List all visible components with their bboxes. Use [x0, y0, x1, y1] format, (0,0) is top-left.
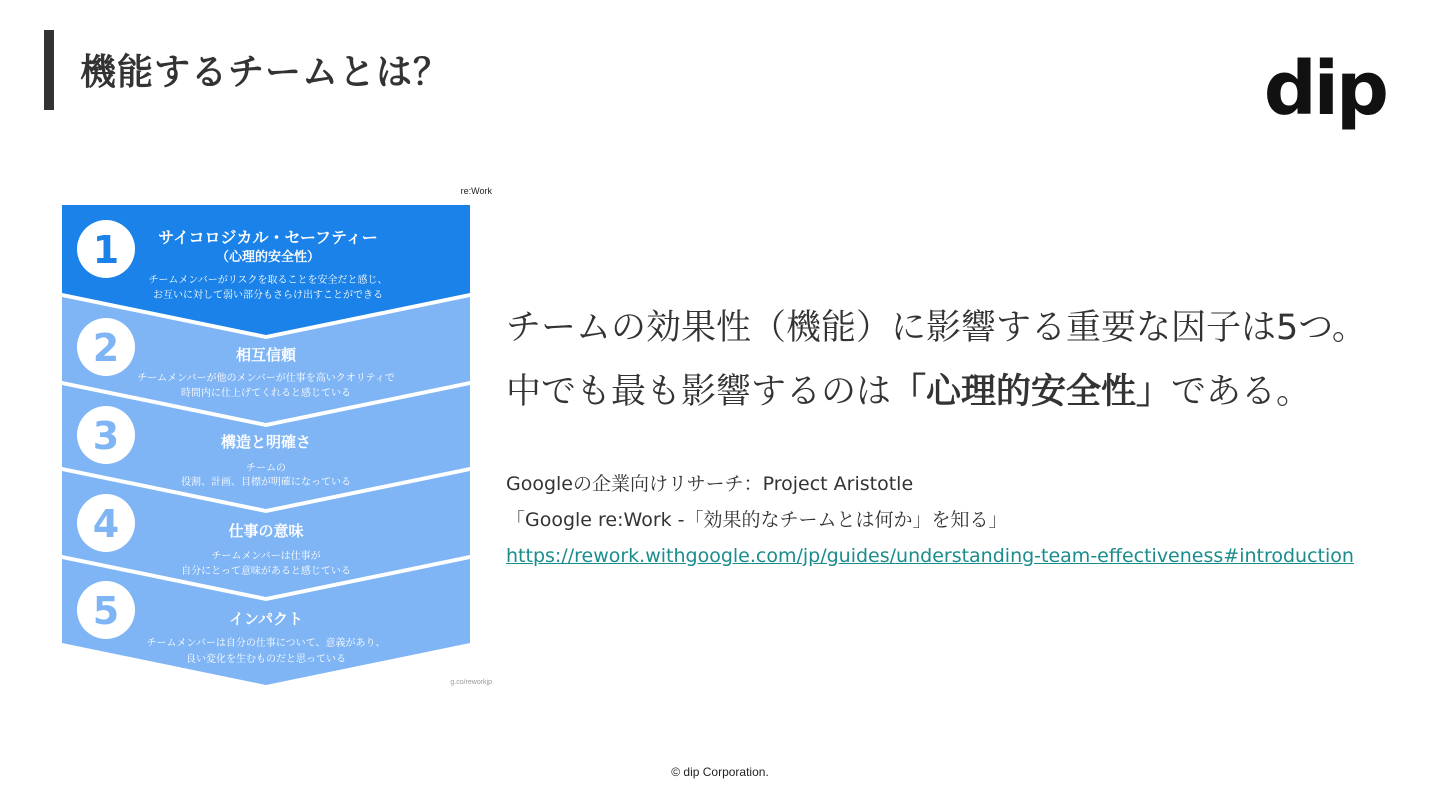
step-3-title: 構造と明確さ: [220, 433, 312, 451]
step-1-number: 1: [92, 228, 120, 272]
reference-line-1: Googleの企業向けリサーチ：Project Aristotle: [506, 473, 914, 495]
step-2-title: 相互信頼: [235, 346, 297, 364]
dip-logo: dip: [1263, 46, 1386, 132]
copyright-footer: © dip Corporation.: [671, 765, 769, 779]
step-4-desc-1: チームメンバーは仕事が: [211, 551, 321, 562]
headline-line-2-post: である。: [1171, 372, 1312, 412]
title-accent-bar: [44, 30, 54, 110]
step-3-desc-1: チームの: [246, 463, 286, 474]
figure-source: re:Work: [460, 186, 492, 196]
step-4-desc-2: 自分にとって意味があると感じている: [181, 566, 351, 577]
step-2-desc-2: 時間内に仕上げてくれると感じている: [181, 388, 351, 399]
step-3-desc-2: 役割、計画、目標が明確になっている: [181, 477, 351, 488]
headline: [506, 296, 1367, 424]
step-1-title: サイコロジカル・セーフティー: [158, 228, 378, 247]
references: [506, 466, 1354, 574]
step-5-title: インパクト: [229, 610, 303, 628]
headline-line-2: [506, 360, 1367, 424]
headline-line-2-pre: 中でも最も影響するのは: [506, 372, 892, 412]
rework-figure: [62, 186, 492, 686]
step-1-subtitle: （心理的安全性）: [215, 250, 321, 265]
five-factors-chevron: [62, 205, 472, 687]
step-2-number: 2: [92, 326, 120, 370]
headline-emphasis: 「心理的安全性」: [891, 372, 1172, 412]
step-1-desc-1: チームメンバーがリスクを取ることを安全だと感じ、: [148, 275, 388, 286]
step-4-title: 仕事の意味: [228, 522, 304, 540]
headline-line-1: チームの効果性（機能）に影響する重要な因子は5つ。: [506, 308, 1367, 348]
step-5-number: 5: [92, 589, 120, 633]
reference-line-2: 「Google re:Work -「効果的なチームとは何か」を知る」: [506, 509, 1008, 531]
page-title: 機能するチームとは？: [80, 52, 451, 93]
step-1-desc-2: お互いに対して弱い部分もさらけ出すことができる: [153, 290, 383, 301]
step-5-desc-2: 良い変化を生むものだと思っている: [186, 654, 346, 665]
figure-url: g.co/reworkjp: [450, 679, 492, 686]
step-5-desc-1: チームメンバーは自分の仕事について、意義があり、: [146, 638, 386, 649]
step-2-desc-1: チームメンバーが他のメンバーが仕事を高いクオリティで: [137, 373, 395, 384]
step-3-number: 3: [92, 414, 120, 458]
reference-link[interactable]: https://rework.withgoogle.com/jp/guides/understanding-team-effectiveness#introduction: [506, 545, 1354, 567]
step-4-number: 4: [92, 502, 120, 546]
